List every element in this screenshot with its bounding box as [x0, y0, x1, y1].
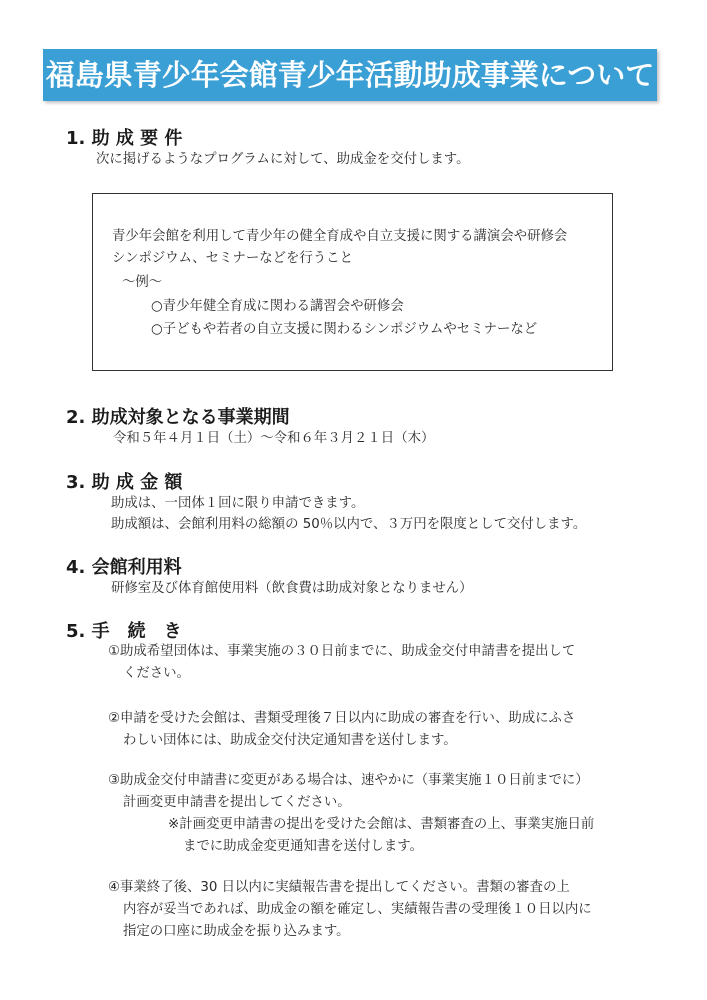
- note-line-2: までに助成金変更通知書を送付します。: [183, 839, 423, 854]
- note-line-1: ※計画変更申請書の提出を受けた会館は、書類審査の上、事業実施日前: [168, 817, 595, 832]
- page-title: 福島県青少年会館青少年活動助成事業について: [43, 49, 657, 101]
- step-4-line-1: ④事業終了後、30 日以内に実績報告書を提出してください。書類の審査の上: [108, 880, 570, 895]
- amount-line-2: 助成額は、会館利用料の総額の 50％以内で、３万円を限度として交付します。: [111, 517, 587, 532]
- section-heading-amount: 3. 助 成 金 額: [66, 472, 183, 493]
- step-3-line-2: 計画変更申請書を提出してください。: [123, 795, 351, 810]
- section-heading-requirements: 1. 助 成 要 件: [66, 128, 183, 149]
- amount-line-1: 助成は、一団体１回に限り申請できます。: [111, 496, 365, 511]
- requirements-box: [92, 193, 613, 371]
- box-line-1: 青少年会館を利用して青少年の健全育成や自立支援に関する講演会や研修会: [112, 229, 568, 244]
- section-heading-fees: 4. 会館利用料: [66, 557, 182, 578]
- section-heading-period: 2. 助成対象となる事業期間: [66, 407, 290, 428]
- step-2-line-2: わしい団体には、助成金交付決定通知書を送付します。: [123, 733, 457, 748]
- fees-text: 研修室及び体育館使用料（飲食費は助成対象となりません）: [111, 581, 473, 596]
- step-1-line-2: ください。: [123, 666, 190, 681]
- step-2-line-1: ②申請を受けた会館は、書類受理後７日以内に助成の審査を行い、助成にふさ: [108, 711, 576, 726]
- step-4-line-3: 指定の口座に助成金を振り込みます。: [123, 924, 350, 939]
- step-1-line-1: ①助成希望団体は、事業実施の３０日前までに、助成金交付申請書を提出して: [108, 644, 576, 659]
- section-heading-procedure: 5. 手 続 き: [66, 621, 182, 642]
- period-text: 令和５年４月１日（土）～令和６年３月２１日（木）: [113, 431, 435, 446]
- step-3-line-1: ③助成金交付申請書に変更がある場合は、速やかに（事業実施１０日前までに）: [108, 773, 589, 788]
- box-line-2: シンポジウム、セミナーなどを行うこと: [112, 251, 353, 266]
- step-4-line-2: 内容が妥当であれば、助成金の額を確定し、実績報告書の受理後１０日以内に: [123, 902, 592, 917]
- example-item-2: ○子どもや若者の自立支援に関わるシンポジウムやセミナーなど: [151, 322, 538, 337]
- requirements-text: 次に掲げるようなプログラムに対して、助成金を交付します。: [96, 152, 470, 167]
- example-item-1: ○青少年健全育成に関わる講習会や研修会: [151, 299, 404, 314]
- example-label: ～例～: [122, 275, 163, 290]
